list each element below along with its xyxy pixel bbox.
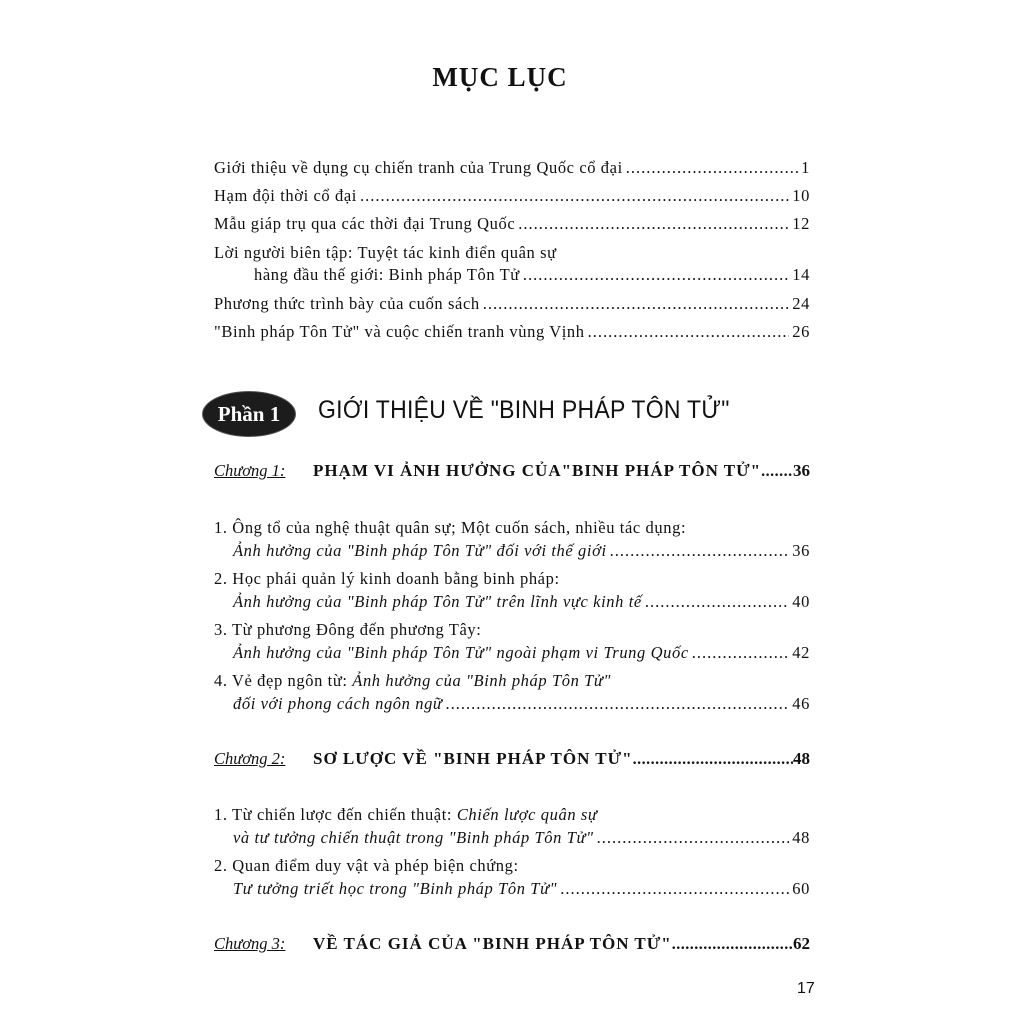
dot-leader xyxy=(761,463,793,481)
toc-entry-page: 26 xyxy=(792,322,810,341)
section-page: 40 xyxy=(792,592,810,611)
toc-entry-page: 24 xyxy=(792,294,810,313)
section-page: 60 xyxy=(792,879,810,898)
toc-entry-page: 14 xyxy=(792,265,810,284)
section-entry xyxy=(233,643,810,667)
section-text: Tư tưởng triết học trong "Binh pháp Tôn Tử" xyxy=(233,879,558,898)
section-entry xyxy=(233,694,810,718)
toc-entry xyxy=(214,214,810,238)
section-line1-lead: 1. Từ chiến lược đến chiến thuật: xyxy=(214,805,457,824)
section-line1: 2. Quan điểm duy vật và phép biện chứng: xyxy=(214,856,519,875)
dot-leader xyxy=(597,828,790,848)
section-page: 36 xyxy=(792,541,810,560)
section-line1: 3. Từ phương Đông đến phương Tây: xyxy=(214,620,482,639)
chapter-page: 48 xyxy=(793,749,810,768)
section-line1-italic: Ảnh hưởng của "Binh pháp Tôn Tử" xyxy=(352,671,612,690)
dot-leader xyxy=(518,214,789,234)
section-text: Ảnh hưởng của "Binh pháp Tôn Tử" đối với thế giới xyxy=(233,541,607,560)
part-title: GIỚI THIỆU VỀ "BINH PHÁP TÔN TỬ" xyxy=(318,396,730,424)
dot-leader xyxy=(483,294,790,314)
dot-leader xyxy=(560,879,789,899)
chapter-label: Chương 1: xyxy=(214,461,286,480)
toc-entry xyxy=(214,322,810,346)
chapter-heading xyxy=(214,749,810,769)
section-line1-italic: Chiến lược quân sự xyxy=(456,805,598,824)
dot-leader xyxy=(360,186,789,206)
section-line1 xyxy=(214,805,598,825)
dot-leader xyxy=(610,541,790,561)
chapter-title: VỀ TÁC GIẢ CỦA "BINH PHÁP TÔN TỬ" xyxy=(313,934,672,953)
section-entry xyxy=(233,828,810,852)
section-entry xyxy=(233,592,810,616)
dot-leader xyxy=(626,158,798,178)
toc-entry-page: 12 xyxy=(792,214,810,233)
part-badge: Phần 1 xyxy=(203,392,295,436)
section-page: 48 xyxy=(792,828,810,847)
dot-leader xyxy=(672,936,793,954)
toc-entry-page: 10 xyxy=(792,186,810,205)
dot-leader xyxy=(645,592,789,612)
toc-entry-page: 1 xyxy=(801,158,810,177)
toc-entry-text: Hạm đội thời cổ đại xyxy=(214,186,357,205)
section-text: Ảnh hưởng của "Binh pháp Tôn Tử" ngoài phạm vi Trung Quốc xyxy=(233,643,689,662)
chapter-page: 36 xyxy=(793,461,810,480)
section-page: 46 xyxy=(792,694,810,713)
chapter-heading xyxy=(214,934,810,954)
dot-leader xyxy=(588,322,790,342)
section-text: đối với phong cách ngôn ngữ xyxy=(233,694,443,713)
chapter-label: Chương 2: xyxy=(214,749,286,768)
section-line1 xyxy=(214,671,611,691)
page-title: MỤC LỤC xyxy=(432,62,568,92)
toc-entry-text: hàng đầu thế giới: Binh pháp Tôn Tử xyxy=(254,265,520,284)
chapter-label: Chương 3: xyxy=(214,934,286,953)
dot-leader xyxy=(523,265,789,285)
section-line1: 1. Ông tổ của nghệ thuật quân sự; Một cuốn sách, nhiều tác dụng: xyxy=(214,518,687,537)
toc-entry-text: "Binh pháp Tôn Tử" và cuộc chiến tranh vùng Vịnh xyxy=(214,322,585,341)
toc-entry xyxy=(214,158,810,182)
dot-leader xyxy=(446,694,790,714)
section-entry xyxy=(233,541,810,565)
toc-entry-text-line1: Lời người biên tập: Tuyệt tác kinh điển quân sự xyxy=(214,243,557,262)
toc-entry-text: Giới thiệu về dụng cụ chiến tranh của Trung Quốc cổ đại xyxy=(214,158,623,177)
page-number: 17 xyxy=(797,980,815,997)
dot-leader xyxy=(633,751,793,769)
section-text: Ảnh hưởng của "Binh pháp Tôn Tử" trên lĩnh vực kinh tế xyxy=(233,592,642,611)
toc-entry-text: Phương thức trình bày của cuốn sách xyxy=(214,294,480,313)
section-line1-lead: 4. Vẻ đẹp ngôn từ: xyxy=(214,671,353,690)
toc-entry xyxy=(214,186,810,210)
chapter-heading xyxy=(214,461,810,481)
dot-leader xyxy=(692,643,790,663)
toc-entry xyxy=(254,265,810,289)
section-page: 42 xyxy=(792,643,810,662)
toc-entry-text: Mẫu giáp trụ qua các thời đại Trung Quốc xyxy=(214,214,516,233)
chapter-title: PHẠM VI ẢNH HƯỞNG CỦA"BINH PHÁP TÔN TỬ" xyxy=(313,461,762,480)
section-text: và tư tưởng chiến thuật trong "Binh pháp Tôn Tử" xyxy=(233,828,594,847)
section-entry xyxy=(233,879,810,903)
chapter-title: SƠ LƯỢC VỀ "BINH PHÁP TÔN TỬ" xyxy=(313,749,633,768)
toc-entry xyxy=(214,294,810,318)
section-line1: 2. Học phái quản lý kinh doanh bằng binh pháp: xyxy=(214,569,560,588)
chapter-page: 62 xyxy=(793,934,810,953)
